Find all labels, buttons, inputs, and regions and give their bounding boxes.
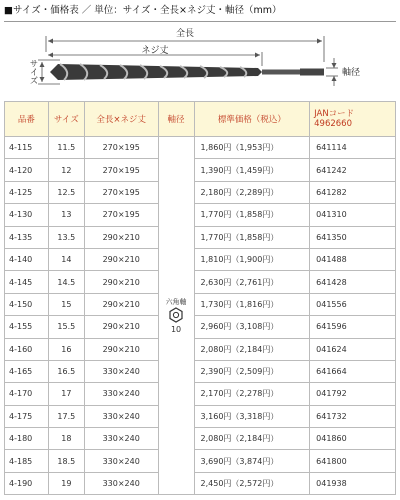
part-no-cell: 4-160	[5, 338, 49, 360]
jan-cell: 641664	[310, 360, 396, 382]
length-cell: 330×240	[84, 472, 158, 494]
auger-bit-diagram	[0, 22, 400, 98]
size-cell: 19	[48, 472, 84, 494]
jan-header-prefix: 4962660	[314, 119, 352, 129]
part-no-cell: 4-175	[5, 405, 49, 427]
length-cell: 270×195	[84, 159, 158, 181]
price-cell: 2,390円（2,509円）	[194, 360, 310, 382]
page-title: ■サイズ・価格表 ／ 単位：サイズ・全長×ネジ丈・軸径（mm）	[4, 3, 396, 22]
jan-cell: 641350	[310, 226, 396, 248]
part-no-cell: 4-150	[5, 293, 49, 315]
jan-cell: 041860	[310, 428, 396, 450]
length-cell: 290×210	[84, 248, 158, 270]
table-row	[5, 204, 396, 226]
overall-length-label: 全長	[175, 29, 195, 39]
length-cell: 270×195	[84, 204, 158, 226]
part-no-cell: 4-155	[5, 316, 49, 338]
part-no-cell: 4-185	[5, 450, 49, 472]
table-row	[5, 338, 396, 360]
price-cell: 1,730円（1,816円）	[194, 293, 310, 315]
jan-cell: 041556	[310, 293, 396, 315]
table-row	[5, 316, 396, 338]
part-no-cell: 4-130	[5, 204, 49, 226]
price-cell: 1,390円（1,459円）	[194, 159, 310, 181]
size-cell: 12.5	[48, 181, 84, 203]
length-cell: 330×240	[84, 405, 158, 427]
jan-cell: 041624	[310, 338, 396, 360]
jan-cell: 041938	[310, 472, 396, 494]
part-no-cell: 4-125	[5, 181, 49, 203]
size-cell: 13.5	[48, 226, 84, 248]
size-cell: 15.5	[48, 316, 84, 338]
size-cell: 11.5	[48, 137, 84, 159]
size-cell: 17.5	[48, 405, 84, 427]
jan-cell: 041792	[310, 383, 396, 405]
price-cell: 2,170円（2,278円）	[194, 383, 310, 405]
price-cell: 1,770円（1,858円）	[194, 204, 310, 226]
price-cell: 3,690円（3,874円）	[194, 450, 310, 472]
size-cell: 18.5	[48, 450, 84, 472]
jan-cell: 641242	[310, 159, 396, 181]
col-shaft: 軸径	[158, 102, 194, 137]
col-price: 標準価格（税込）	[194, 102, 310, 137]
price-cell: 1,770円（1,858円）	[194, 226, 310, 248]
size-cell: 13	[48, 204, 84, 226]
part-no-cell: 4-165	[5, 360, 49, 382]
size-cell: 15	[48, 293, 84, 315]
jan-header-label: JANコード	[314, 109, 355, 119]
length-cell: 330×240	[84, 360, 158, 382]
part-no-cell: 4-170	[5, 383, 49, 405]
price-cell: 3,160円（3,318円）	[194, 405, 310, 427]
shaft-type-label: 六角軸	[165, 298, 187, 307]
jan-cell: 641282	[310, 181, 396, 203]
length-cell: 290×210	[84, 293, 158, 315]
size-cell: 17	[48, 383, 84, 405]
length-cell: 330×240	[84, 428, 158, 450]
jan-cell: 641596	[310, 316, 396, 338]
table-header-row	[5, 102, 396, 137]
size-cell: 14	[48, 248, 84, 270]
part-no-cell: 4-145	[5, 271, 49, 293]
thread-length-label: ネジ丈	[141, 46, 169, 56]
price-cell: 2,080円（2,184円）	[194, 428, 310, 450]
part-no-cell: 4-140	[5, 248, 49, 270]
table-row	[5, 226, 396, 248]
length-cell: 270×195	[84, 137, 158, 159]
part-no-cell: 4-190	[5, 472, 49, 494]
part-no-cell: 4-120	[5, 159, 49, 181]
length-cell: 290×210	[84, 271, 158, 293]
price-cell: 2,960円（3,108円）	[194, 316, 310, 338]
col-length: 全長×ネジ丈	[84, 102, 158, 137]
part-no-cell: 4-180	[5, 428, 49, 450]
table-row	[5, 248, 396, 270]
table-row	[5, 181, 396, 203]
hexagon-nut-icon	[168, 307, 184, 323]
price-cell: 2,630円（2,761円）	[194, 271, 310, 293]
jan-cell: 641732	[310, 405, 396, 427]
table-row	[5, 428, 396, 450]
col-part-no: 品番	[5, 102, 49, 137]
auger-bit-drawing	[0, 22, 400, 98]
table-row	[5, 360, 396, 382]
table-row	[5, 450, 396, 472]
table-row	[5, 383, 396, 405]
col-jan	[310, 102, 396, 137]
size-label: サイズ	[28, 59, 38, 85]
table-row	[5, 293, 396, 315]
size-cell: 12	[48, 159, 84, 181]
price-cell: 2,450円（2,572円）	[194, 472, 310, 494]
jan-cell: 041310	[310, 204, 396, 226]
col-size: サイズ	[48, 102, 84, 137]
jan-cell: 641428	[310, 271, 396, 293]
part-no-cell: 4-135	[5, 226, 49, 248]
length-cell: 290×210	[84, 338, 158, 360]
price-cell: 1,810円（1,900円）	[194, 248, 310, 270]
size-cell: 18	[48, 428, 84, 450]
table-row	[5, 271, 396, 293]
price-cell: 2,180円（2,289円）	[194, 181, 310, 203]
shaft-size-value: 10	[170, 325, 182, 335]
table-row	[5, 405, 396, 427]
part-no-cell: 4-115	[5, 137, 49, 159]
jan-cell: 641114	[310, 137, 396, 159]
table-row	[5, 137, 396, 159]
length-cell: 270×195	[84, 181, 158, 203]
jan-cell: 641800	[310, 450, 396, 472]
jan-cell: 041488	[310, 248, 396, 270]
shaft-diameter-label: 軸径	[342, 68, 361, 78]
table-row	[5, 159, 396, 181]
size-cell: 14.5	[48, 271, 84, 293]
size-price-table	[4, 101, 396, 495]
length-cell: 330×240	[84, 383, 158, 405]
price-cell: 2,080円（2,184円）	[194, 338, 310, 360]
shaft-cell	[158, 137, 194, 495]
size-cell: 16.5	[48, 360, 84, 382]
length-cell: 290×210	[84, 316, 158, 338]
table-row	[5, 472, 396, 494]
length-cell: 330×240	[84, 450, 158, 472]
size-cell: 16	[48, 338, 84, 360]
length-cell: 290×210	[84, 226, 158, 248]
price-cell: 1,860円（1,953円）	[194, 137, 310, 159]
